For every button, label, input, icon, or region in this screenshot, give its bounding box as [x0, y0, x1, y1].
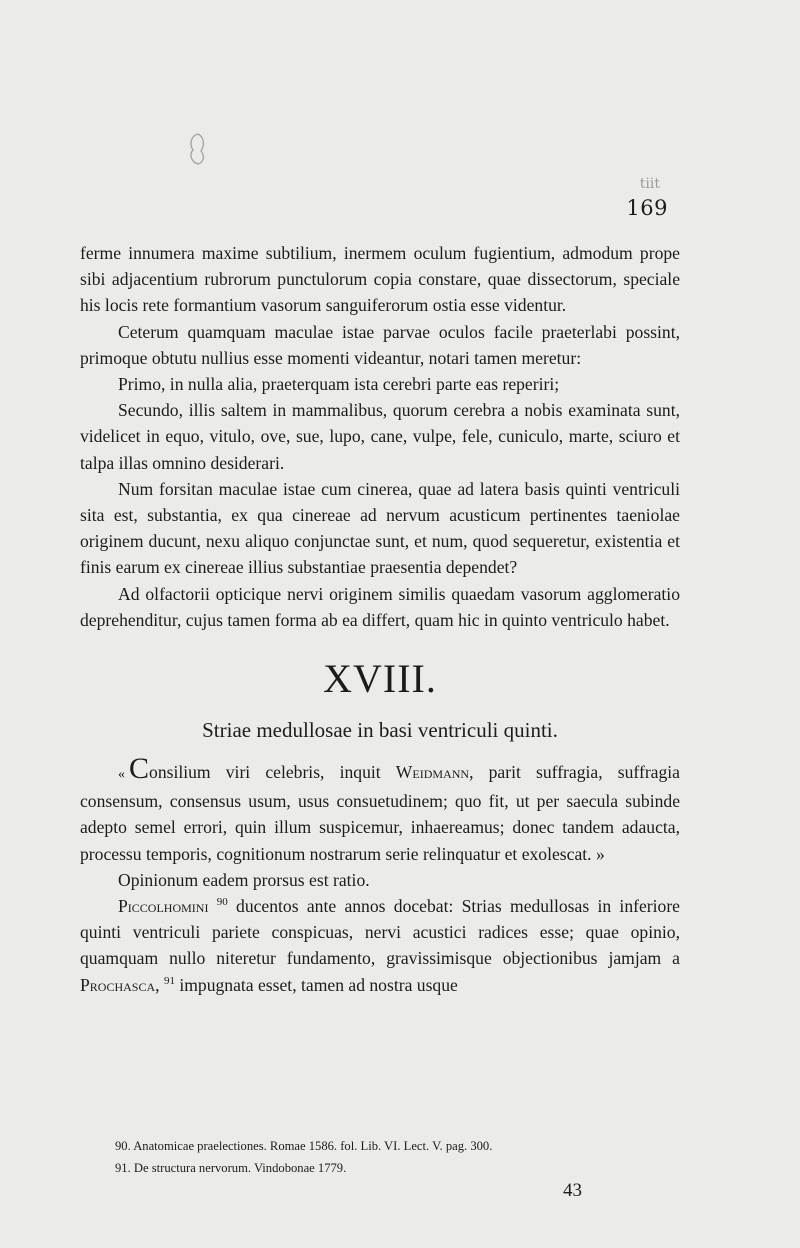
footnote-ref-90: 90: [216, 896, 228, 909]
author-name-weidmann: Weidmann: [395, 762, 470, 783]
paragraph-secundo: Secundo, illis saltem in mammalibus, quorum cerebra a nobis examinata sunt, videlicet in equo, vitulo, ove, sue, lupo, cane, vulpe, fele, cuniculo, marte, sciuro et talpa illas omnino desiderari.: [80, 400, 680, 473]
section-numeral: XVIII.: [323, 656, 437, 702]
paragraph-piccolhomini: Piccolhomini $^{90}$ ducentos ante annos docebat: Strias medullosas in inferiore quinti ventriculi pariete conspicuas, nervi acustici radices esse; quae opinio, quamquam nullo niteretur fundamento, gravissimisque objectionibus jamjam a Prochasca, $^{91}$ impugnata esset, tamen ad nostra usque: [80, 896, 680, 995]
signature-mark: 43: [563, 1180, 582, 1201]
piccolhomini-text-end: impugnata esset, tamen ad nostra usque: [174, 974, 458, 995]
paragraph-ad-olfactorii: Ad olfactorii opticique nervi originem similis quaedam vasorum agglomeratio deprehenditur, cujus tamen forma ab ea differt, quam hic in quinto ventriculo habet.: [80, 583, 680, 630]
show-through-fragment: tiit: [639, 176, 660, 192]
author-name-prochasca: Prochasca: [80, 974, 156, 995]
piccolhomini-text: ducentos ante annos docebat: Strias medullosas in inferiore quinti ventriculi pariete conspicuas, nervi acustici radices esse; quae opinio, quamquam nullo niteretur fundamento, gravissimisque objectionibus jamjam a: [80, 896, 680, 969]
paragraph-primo: Primo, in nulla alia, praeterquam ista cerebri parte eas reperiri;: [118, 374, 560, 395]
ink-blot: [186, 132, 208, 166]
paragraph-opinionum: Opinionum eadem prorsus est ratio.: [118, 869, 370, 890]
quote-initial: C: [129, 752, 150, 786]
quote-open-mark: «: [118, 767, 125, 783]
paragraph-ceterum: Ceterum quamquam maculae istae parvae oculos facile praeterlabi possint, primoque obtutu nullius esse momenti videantur, notari tamen meretur:: [80, 321, 680, 368]
page-number: 169: [626, 196, 668, 220]
body-text: [80, 240, 680, 998]
quote-paragraph: [80, 752, 680, 867]
section-title: Striae medullosae in basi ventriculi quinti.: [202, 718, 558, 743]
footnote-90: 90. Anatomicae praelectiones. Romae 1586. fol. Lib. VI. Lect. V. pag. 300.: [115, 1139, 493, 1153]
quote-text-start: onsilium viri celebris, inquit: [149, 762, 396, 783]
footnote-91: 91. De structura nervorum. Vindobonae 1779.: [115, 1161, 347, 1175]
paragraph-num-forsitan: Num forsitan maculae istae cum cinerea, quae ad latera basis quinti ventriculi sita est, substantia, ex qua cinereae ad nervum acusticum pertinentes taeniolae originem ducunt, nexu aliquo conjunctae sunt, et num, quod sequeretur, existentia et finis earum ex cinereae illius substantiae praesentia dependet?: [80, 478, 680, 578]
author-name-piccolhomini: Piccolhomini: [118, 896, 209, 917]
footnote-ref-91: 91: [163, 974, 175, 987]
quote-text-rest: , parit suffragia, suffragia consensum, consensus usum, usus consuetudinem; quo fit, ut per saecula subinde adepto semel errori, quin illum suspicemur, inhaereamus; donec tandem adaucta, processu temporis, cognitionum nostrarum serie relinquatur et exolescat. »: [80, 762, 680, 864]
footnotes: [115, 1135, 675, 1179]
paragraph-continuation: ferme innumera maxime subtilium, inermem oculum fugientium, admodum prope sibi adjacentium rubrorum punctulorum copia constare, quae dissectorum, speciale his locis rete formantium vasorum sanguiferorum ostia esse videntur.: [80, 243, 680, 316]
